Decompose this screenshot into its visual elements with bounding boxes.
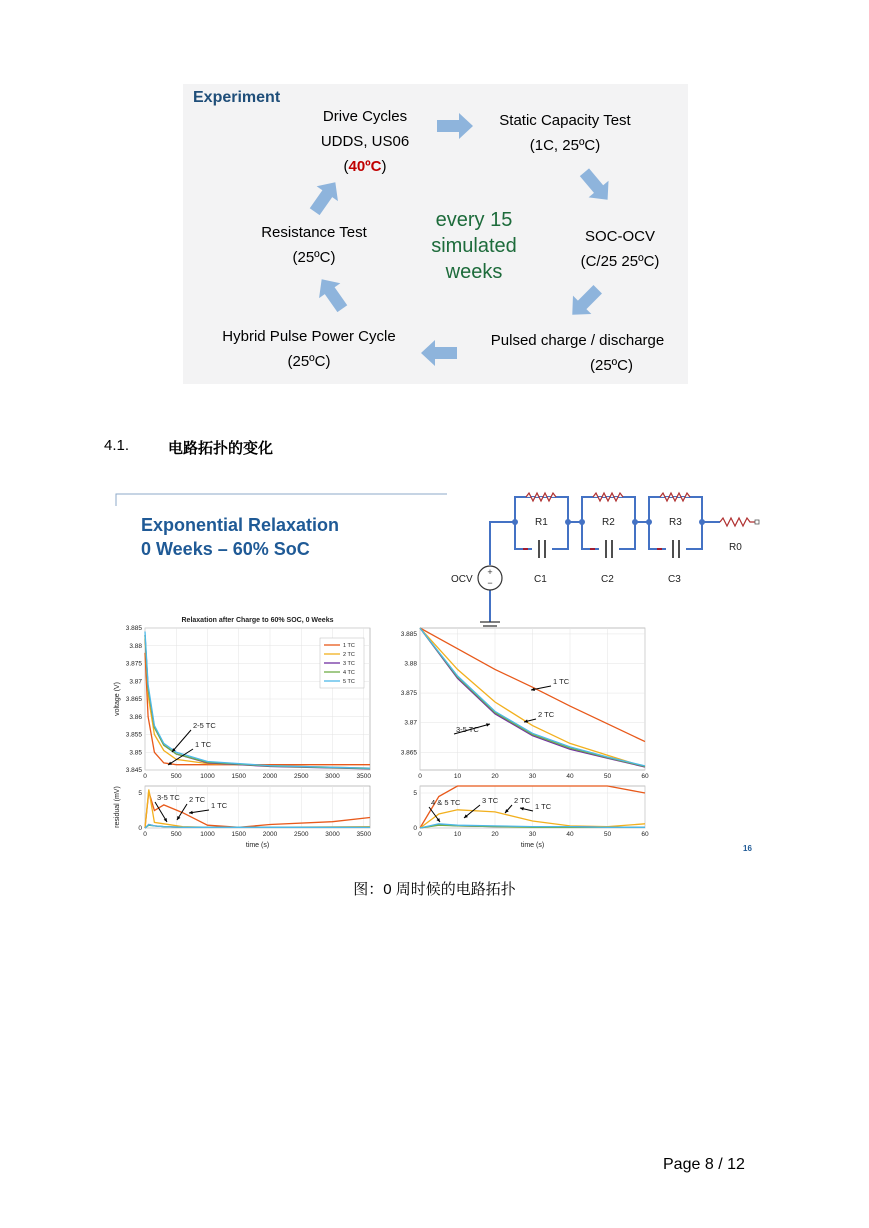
x-tick-label: 20 <box>491 773 499 780</box>
y-tick-label: 5 <box>138 790 142 797</box>
x-tick-label: 2000 <box>262 831 278 838</box>
y-tick-label: 3.885 <box>125 625 142 632</box>
annotation-label: 1 TC <box>211 801 228 810</box>
annotation-label: 2-5 TC <box>193 721 216 730</box>
y-tick-label: 3.855 <box>125 731 142 739</box>
x-tick-label: 1500 <box>231 773 246 780</box>
slide-title: Exponential Relaxation 0 Weeks – 60% SoC <box>141 515 340 559</box>
page-footer: Page 8 / 12 <box>663 1156 745 1173</box>
y-tick-label: 3.875 <box>125 660 142 668</box>
svg-text:−: − <box>487 578 493 588</box>
x-tick-label: 2000 <box>262 773 278 780</box>
node-drive-cycles: Drive Cycles UDDS, US06 (40ºC) <box>320 108 410 175</box>
x-tick-label: 0 <box>418 773 422 780</box>
x-tick-label: 500 <box>170 831 182 838</box>
y-tick-label: 3.845 <box>125 767 142 774</box>
x-tick-label: 60 <box>641 831 649 838</box>
y-axis-label: residual (mV) <box>114 786 121 828</box>
annotation-label: 3 TC <box>482 796 499 805</box>
section-title: 电路拓扑的变化 <box>168 440 274 457</box>
y-tick-label: 3.87 <box>404 719 417 727</box>
y-tick-label: 3.865 <box>400 749 417 757</box>
annotation-label: 2 TC <box>189 795 206 804</box>
annotation-label: 1 TC <box>553 677 570 686</box>
x-tick-label: 30 <box>528 831 537 838</box>
cycle-interval-text: every 15 simulated weeks <box>431 209 517 283</box>
node-soc-ocv: SOC-OCV (C/25 25ºC) <box>580 228 660 270</box>
annotation-label: 2 TC <box>514 796 531 805</box>
y-tick-label: 0 <box>413 825 417 832</box>
wire-ocv-top <box>490 522 515 565</box>
y-tick-label: 0 <box>138 825 142 832</box>
annotation-label: 1 TC <box>195 740 212 749</box>
y-tick-label: 3.88 <box>129 642 142 650</box>
annotation-label: 3-5 TC <box>157 793 180 802</box>
y-tick-label: 3.865 <box>125 696 142 703</box>
relaxation-charts <box>114 617 649 849</box>
legend-entry: 4 TC <box>343 670 355 676</box>
x-tick-label: 50 <box>603 773 612 780</box>
section-number: 4.1. <box>104 437 130 454</box>
node-pulsed: Pulsed charge / discharge (25ºC) <box>490 332 665 374</box>
x-tick-label: 10 <box>453 773 462 780</box>
label-c3: C3 <box>668 574 681 585</box>
x-tick-label: 3000 <box>325 773 340 780</box>
x-tick-label: 30 <box>528 773 537 780</box>
x-tick-label: 2500 <box>294 831 309 838</box>
label-r0: R0 <box>729 542 742 553</box>
svg-text:+: + <box>487 567 493 577</box>
x-tick-label: 0 <box>418 831 422 838</box>
legend-entry: 3 TC <box>343 661 355 667</box>
label-r1: R1 <box>535 517 548 528</box>
annotation-label: 4 & 5 TC <box>431 798 461 807</box>
resistor-r3-icon <box>660 493 690 501</box>
x-tick-label: 3000 <box>325 831 340 838</box>
x-tick-label: 60 <box>641 773 649 780</box>
x-tick-label: 20 <box>491 831 499 838</box>
label-c1: C1 <box>534 574 547 585</box>
label-r3: R3 <box>669 517 682 528</box>
experiment-title: Experiment <box>193 89 281 106</box>
y-tick-label: 3.87 <box>129 678 142 686</box>
legend-entry: 5 TC <box>343 679 355 685</box>
x-tick-label: 50 <box>603 831 612 838</box>
y-axis-label: voltage (V) <box>114 682 121 716</box>
x-tick-label: 0 <box>143 773 147 780</box>
legend-entry: 2 TC <box>343 652 355 658</box>
x-tick-label: 10 <box>453 831 462 838</box>
annotation-label: 1 TC <box>535 802 552 811</box>
y-tick-label: 3.86 <box>129 713 142 721</box>
y-tick-label: 3.885 <box>400 630 417 638</box>
x-tick-label: 3500 <box>356 773 371 780</box>
label-c2: C2 <box>601 574 614 585</box>
label-ocv: OCV <box>451 574 473 585</box>
annotation-label: 3-5 TC <box>456 725 479 734</box>
slide-frame-line <box>116 494 447 506</box>
chart-title: Relaxation after Charge to 60% SOC, 0 Weeks <box>181 617 334 624</box>
terminal-icon <box>755 520 759 524</box>
x-tick-label: 500 <box>170 773 182 780</box>
y-tick-label: 3.85 <box>129 749 142 757</box>
figure-caption: 图：0 周时候的电路拓扑 <box>353 881 516 898</box>
node-hppc: Hybrid Pulse Power Cycle (25ºC) <box>222 328 396 370</box>
node-static-capacity: Static Capacity Test (1C, 25ºC) <box>499 112 631 154</box>
y-tick-label: 5 <box>413 790 417 797</box>
slide-page-number: 16 <box>743 844 752 853</box>
y-tick-label: 3.88 <box>404 660 417 668</box>
x-tick-label: 40 <box>566 773 574 780</box>
highlight-temp: 40ºC <box>348 158 382 175</box>
annotation-label: 2 TC <box>538 710 555 719</box>
resistor-r1-icon <box>526 493 556 501</box>
node-resistance: Resistance Test (25ºC) <box>261 224 367 266</box>
legend-entry: 1 TC <box>343 643 355 649</box>
resistor-r2-icon <box>593 493 623 501</box>
x-axis-label: time (s) <box>520 842 545 849</box>
x-tick-label: 0 <box>143 831 147 838</box>
equivalent-circuit <box>490 497 720 622</box>
x-tick-label: 1000 <box>200 773 215 780</box>
x-tick-label: 3500 <box>356 831 371 838</box>
label-r2: R2 <box>602 517 615 528</box>
y-tick-label: 3.875 <box>400 690 417 698</box>
x-tick-label: 1000 <box>200 831 215 838</box>
resistor-r0-icon <box>720 518 758 526</box>
x-tick-label: 1500 <box>231 831 246 838</box>
x-tick-label: 40 <box>566 831 574 838</box>
x-axis-label: time (s) <box>245 842 270 849</box>
capacitors <box>523 540 686 558</box>
x-tick-label: 2500 <box>294 773 309 780</box>
